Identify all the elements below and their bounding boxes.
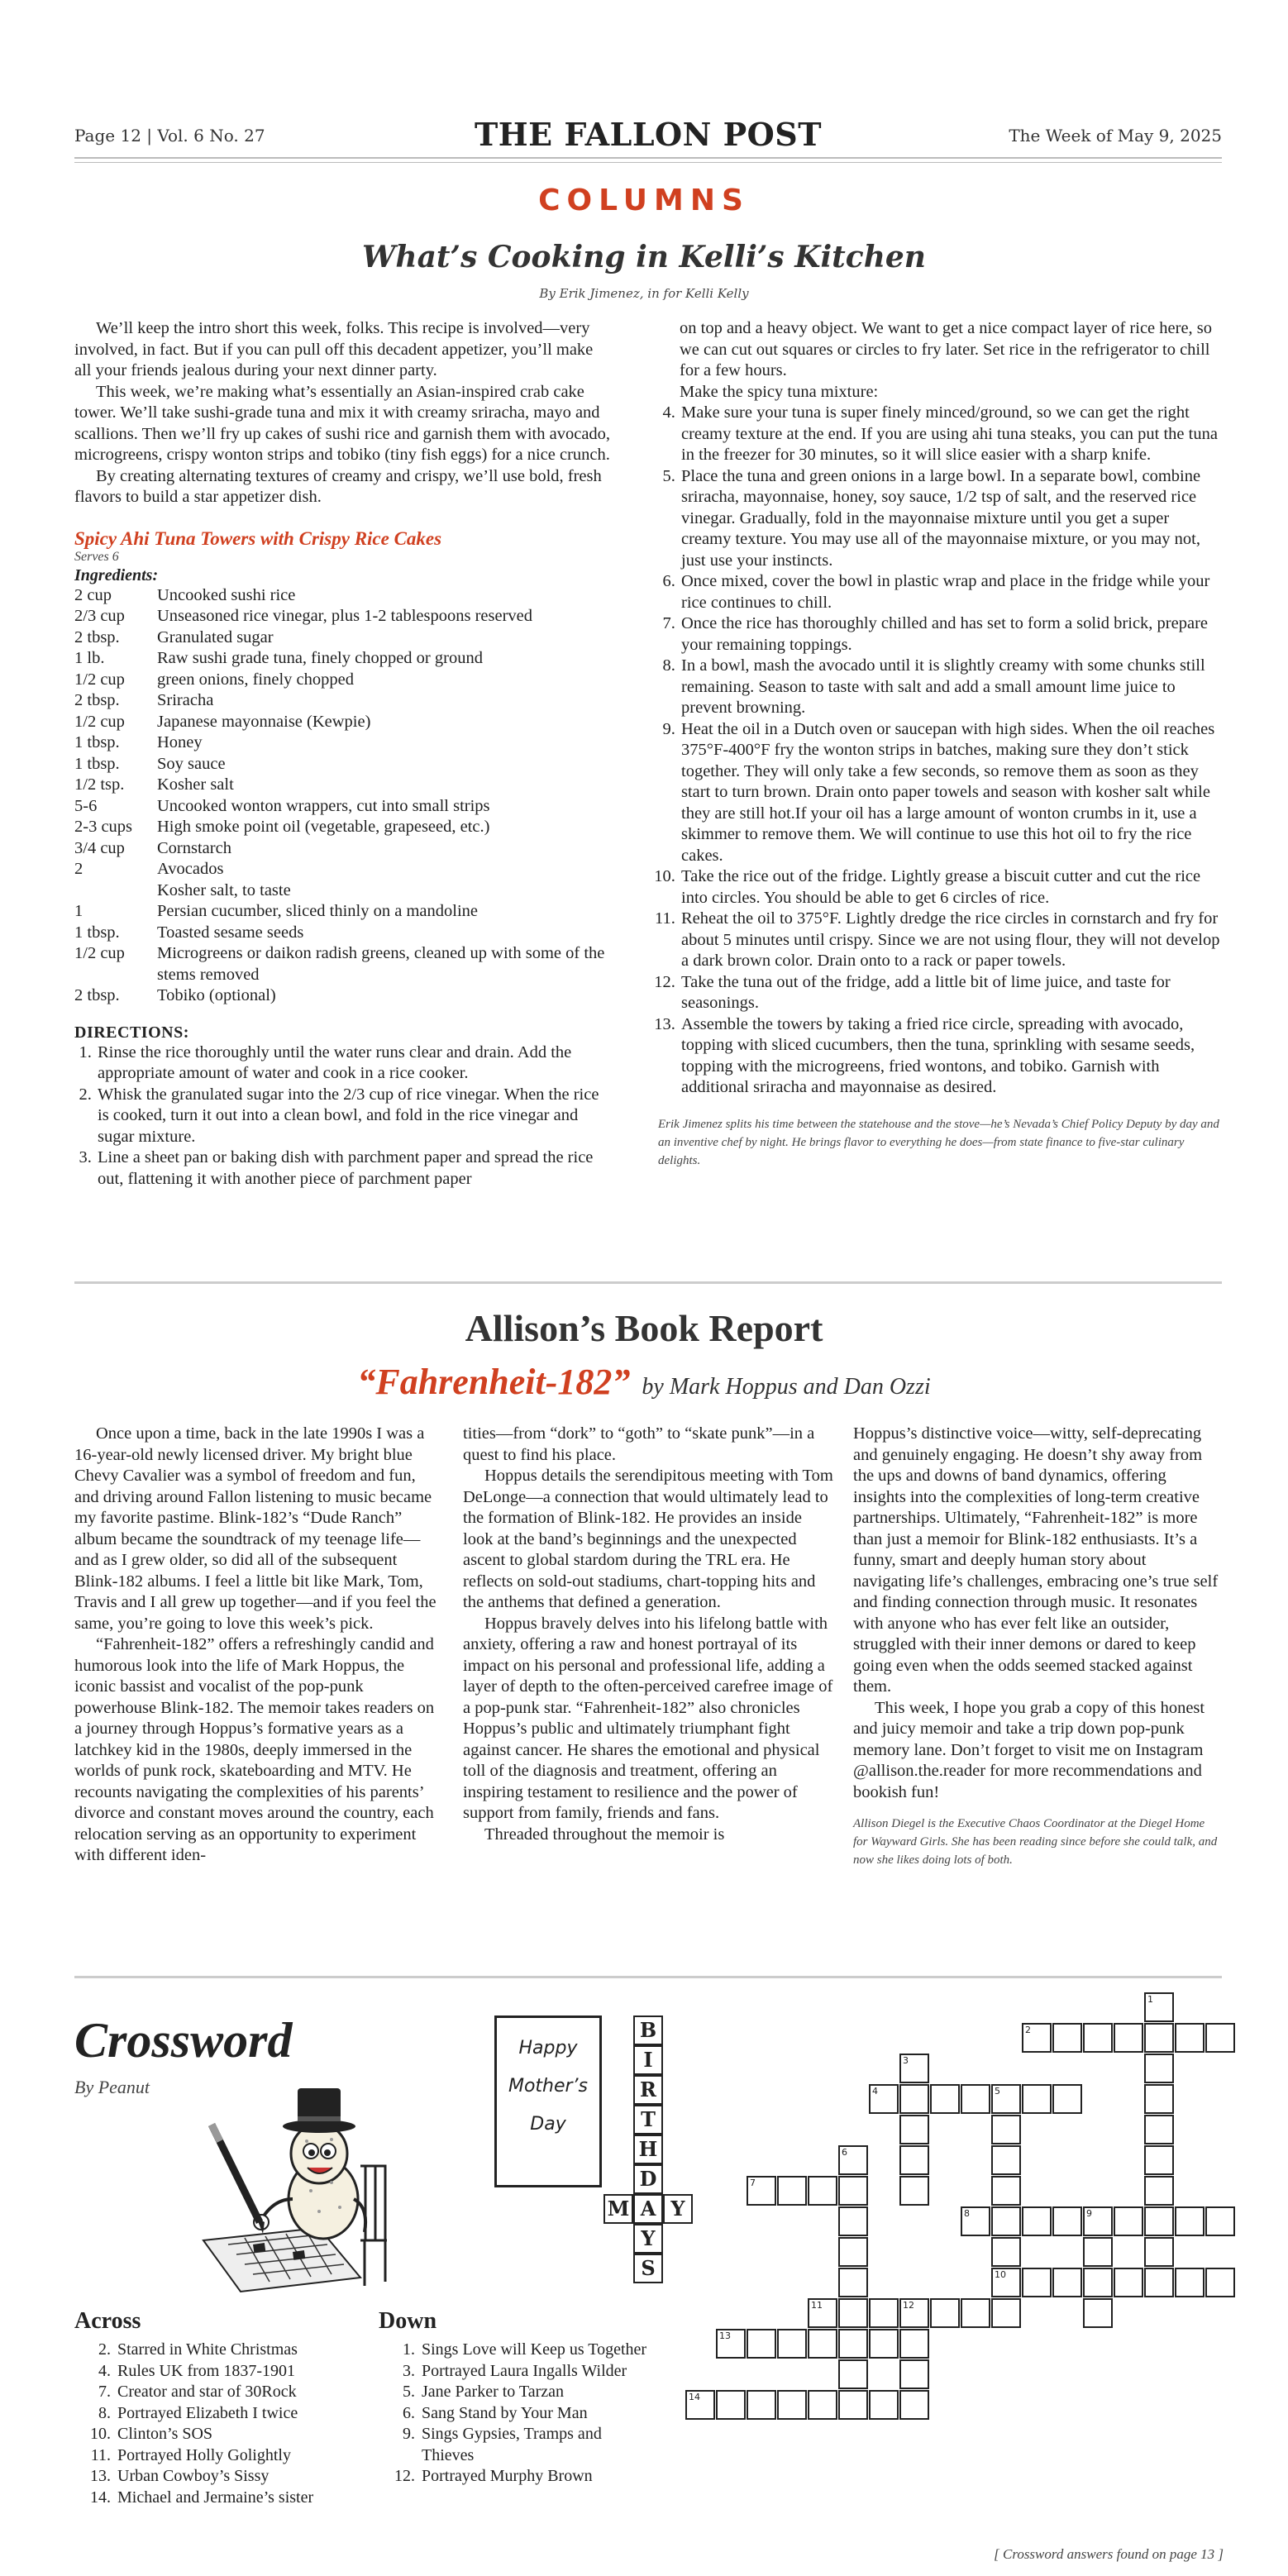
direction-step: 8. In a bowl, mash the avocado until it is slightly creamy with some chunks still remaining. Season to taste with salt and add a small amount lime juice to prevent browning. (680, 656, 1220, 719)
book-paragraph: Hoppus details the serendipitous meeting with Tom DeLonge—a connection that would ultimately lead to the formation of Blink-182. He provides an inside look at the band’s beginnings and the unexpected ascent to global stardom during the TRL era. He reflects on sold-out stadiums, chart-topping hits and the anthems that defined a generation. (463, 1467, 833, 1611)
clue-item: 5. Jane Parker to Tarzan (403, 2383, 565, 2401)
ingredient-row: 1 lb. Raw sushi grade tuna, finely chopped or ground (74, 649, 483, 667)
masthead-rule-thin (74, 162, 1222, 163)
book-name: “Fahrenheit-182” (357, 1362, 631, 1402)
crossword-cell[interactable] (869, 2084, 899, 2114)
direction-step: 13. Assemble the towers by taking a fried rice circle, spreading with avocado, topping with sliced cucumbers, then the tuna, sprinkling with sesame seeds, topping with the microgreens, fried wontons, and tobiko. Garnish with additional sriracha and mayonnaise as desired. (680, 1014, 1220, 1099)
crossword-cell[interactable] (1144, 2084, 1174, 2114)
crossword-cell[interactable] (899, 2176, 929, 2206)
clue-item: 8. Portrayed Elizabeth I twice (98, 2403, 298, 2422)
crossword-cell[interactable] (961, 2206, 990, 2236)
clue-item: 9. Sings Gypsies, Tramps and Thieves (403, 2425, 602, 2464)
ingredients-label: Ingredients: (74, 565, 159, 584)
crossword-cell[interactable] (1052, 2084, 1082, 2114)
crossword-cell[interactable] (1144, 1992, 1174, 2022)
ingredient-row: Kosher salt, to taste (157, 880, 291, 899)
kitchen-left-column (74, 318, 612, 1190)
recipe-serves: Serves 6 (74, 549, 119, 564)
crossword-cell[interactable] (1144, 2268, 1174, 2297)
clue-item: 3. Portrayed Laura Ingalls Wilder (403, 2361, 627, 2380)
paper-title: THE FALLON POST (474, 116, 822, 153)
author-bio: Erik Jimenez splits his time between the statehouse and the stove—he’s Nevada’s Chief Policy Deputy by day and an inventive chef by night. He brings flavor to everything he does—from state finance to five-star culinary delights. (658, 1117, 1219, 1167)
book-paragraph: Threaded throughout the memoir is (484, 1825, 725, 1844)
newspaper-page: Page 12 | Vol. 6 No. 27 THE FALLON POST The Week of May 9, 2025 COLUMNS What’s Cooking in Kelli’s Kitchen By Erik Jimenez, in for Kelli Kelly We’ll keep the intro short this week, folks. This recipe is involved—very involved, in fact. But if you can pull off this decadent appetizer, you’ll make all your friends jealous during your next dinner party. This week, we’re making what’s essentially an Asian-inspired crab cake tower. We’ll take sushi-grade tuna and mix it with creamy sriracha, mayo and scallions. Then we’ll fry up cakes of sushi rice and garnish them with avocado, microgreens, crispy wonton strips and tobiko (tiny fish eggs) for a nice crunch. By creating alternating textures of creamy and crispy, we’ll use bold, fresh flavors to build a star appetizer dish. Spicy Ahi Tuna Towers with Crispy Rice Cakes Serves 6 Ingredients: 2 cup Uncooked sushi rice 2/3 cup Unseasoned rice vinegar, plus 1-2 tablespoons reserved 2 tbsp. Granulated sugar 1 lb. Raw sushi grade tuna, finely chopped or ground 1/2 cup green onions, finely chopped 2 tbsp. Sriracha 1/2 cup Japanese mayonnaise (Kewpie) 1 tbsp. Honey 1 tbsp. Soy sauce 1/2 tsp. Kosher salt 5-6 Uncooked wonton wrappers, cut into small strips 2-3 cups High smoke point oil (vegetable, grapeseed, etc.) 3/4 cup Cornstarch 2 Avocados Kosher salt, to taste 1 Persian cucumber, sliced thinly on a mandoline 1 tbsp. Toasted sesame seeds 1/2 cup Microgreens or daikon radish greens, cleaned up with some of the stems removed 2 tbsp. Tobiko (optional) DIRECTIONS: 1. Rinse the rice thoroughly until the water runs clear and drain. Add the appropriate amount of water and cook in a rice cooker. 2. Whisk the granulated sugar into the 2/3 cup of rice vinegar. When the rice is cooked, turn it out into a clean bowl, and fold in the rice vinegar and sugar mixture. 3. Line a sheet pan or baking dish with parchment paper and spread the rice out, flattening it with another piece of parchment paper on top and a heavy object. We want to get a nice compact layer of rice here, so we can cut out squares or circles to fry later. Set rice in the refrigerator to chill for a few hours. Make the spicy tuna mixture: 4. Make sure your tuna is super finely minced/ground, so we can get the right creamy texture at the end. If you are using ahi tuna steaks, you can put the tuna in the freezer for 30 minutes, so it will slice easier with a sharp knife. 5. Place the tuna and green onions in a large bowl. In a separate bowl, combine sriracha, mayonnaise, honey, soy sauce, 1/2 tsp of salt, and the reserved rice vinegar. Gradually, fold in the mayonnaise mixture until you get a super creamy texture. You may use all of the mayonnaise mixture, or you may not, just use your instincts. 6. Once mixed, cover the bowl in plastic wrap and place in the fridge while your rice continues to chill. 7. Once the rice has thoroughly chilled and has set to form a solid brick, prepare your remaining toppings. 8. In a bowl, mash the avocado until it is slightly creamy with some chunks still remaining. Season to taste with salt and add a small amount lime juice to prevent browning. 9. Heat the oil in a Dutch oven or saucepan with high sides. When the oil reaches 375°F-400°F fry the wonton strips in batches, making sure they don’t stick together. They will only take a few seconds, so remove them as soon as they start to turn brown. Drain onto paper towels and season with kosher salt while they are still hot.If your oil has a large amount of wonton crumbs in it, use a skimmer to remove them. We will continue to use this hot oil to fry the rice cakes. 10. Take the rice out of the fridge. Lightly grease a biscuit cutter and cut the rice into circles. You should be able to get 6 circles of rice. 11. Reheat the oil to 375°F. Lightly dredge the rice circles in cornstarch and fry for about 5 minutes until crispy. Since we are not using flour, they will not develop a dark brown color. Drain onto to a rack or paper towels. 12. Take the tuna out of the fridge, add a little bit of lime juice, and taste for seasonings. 13. Assemble the towers by taking a fried rice circle, spreading with avocado, topping with sliced cucumbers, then the tuna, sprinkling with sesame seeds, topping with the microgreens, fried wontons, and tobiko. Garnish with additional sriracha and mayonnaise as desired. Erik Jimenez splits his time between the statehouse and the stove—he’s Nevada’s Chief Policy Deputy by day and an inventive chef by night. He brings flavor to everything he does—from state finance to five-star culinary delights. Allison’s Book Report “Fahrenheit-182” by Mark Hoppus and Dan Ozzi Once upon a time, back in the late 1990s I was a 16-year-old newly licensed driver. My bright blue Chevy Cavalier was a symbol of freedom and fun, and driving around Fallon listening to music became my favorite pastime. Blink-182’s “Dude Ranch” album became the soundtrack of my teenage life—and as I grew older, so did all of the subsequent Blink-182 albums. I feel a little bit like Mark, Tom, Travis and I all grew up together—and if you feel the same, you’re going to love this week’s pick. “Fahrenheit-182” offers a refreshingly candid and humorous look into the life of Mark Hoppus, the iconic bassist and vocalist of the pop-punk powerhouse Blink-182. The memoir takes readers on a journey through Hoppus’s formative years as a latchkey kid in the 1980s, deeply immersed in the worlds of punk rock, skateboarding and MTV. He recounts navigating the complexities of his parents’ divorce and constant moves around the country, each relocation serving as an opportunity to experiment with different iden- tities—from “dork” to “goth” to “skate punk”—in a quest to find his place. Hoppus details the serendipitous meeting with Tom DeLonge—a connection that would ultimately lead to the formation of Blink-182. He provides an inside look at the band’s beginnings and the unexpected ascent to global stardom during the TRL era. He reflects on sold-out stadiums, chart-topping hits and the anthems that defined a generation. Hoppus bravely delves into his lifelong battle with anxiety, offering a raw and honest portrayal of its impact on his personal and professional life, adding a layer of depth to the often-perceived carefree image of a pop-punk star. “Fahrenheit-182” also chronicles Hoppus’s public and ultimately triumphant fight against cancer. He shares the emotional and physical toll of the diagnosis and treatment, offering an inspiring testament to resilience and the power of support from family, friends and fans. Threaded throughout the memoir is Hoppus’s distinctive voice—witty, self-deprecating and genuinely engaging. He doesn’t shy away from the ups and downs of band dynamics, offering insights into the complexities of long-term creative partnerships. Ultimately, “Fahrenheit-182” is more than just a memoir for Blink-182 enthusiasts. It’s a funny, smart and deeply human story about navigating life’s challenges, embracing one’s true self and finding connection through music. It resonates with anyone who has ever felt like an outsider, struggled with their inner demons or dared to keep going even when the odds seemed stacked against them. This week, I hope you grab a copy of this honest and juicy memoir and take a trip down pop-punk memory lane. Don’t forget to visit me on Instagram @allison.the.reader for more recommendations and bookish fun! Allison Diegel is the Executive Chaos Coordinator at the Diegel Home for Wayward Girls. She has been reading since before she could talk, and now she likes doing lots of both. Crossword By Peanut Happy Mother’s Day B I R T H D A Y S M Y Across 2. Starred in White Christmas 4. Rules UK from 1837-1901 7. Creator and star of 30Rock 8. Portrayed Elizabeth I twice 10. Clinton’s SOS 11. Portrayed Holly Golightly 13. Urban Cowboy’s Sissy 14. Michael and Jermaine’s sister Down 1. Sings Love will Keep us Together 3. Portrayed Laura Ingalls Wilder 5. Jane Parker to Tarzan 6. Sang Stand by Your Man 9. Sings Gypsies, Tramps and Thieves 12. Portrayed Murphy Brown 2 4 5 7 8 9 10 11 12 13 14 1 3 6 [ Crossword answers found on page 13 ] (0, 0, 1288, 2576)
ingredient-row: 2 Avocados (74, 860, 224, 878)
sign-line: Mother’s (508, 2076, 589, 2097)
crossword-cell[interactable] (747, 2176, 776, 2206)
crossword-cell[interactable] (991, 2176, 1021, 2206)
crossword-cell[interactable] (1114, 2023, 1143, 2053)
crossword-cell[interactable] (1022, 2023, 1052, 2053)
clue-item: 1. Sings Love will Keep us Together (403, 2340, 647, 2359)
crossword-cell[interactable] (747, 2390, 776, 2420)
ingredient-row: 1/2 cup Microgreens or daikon radish greens, cleaned up with some of the stems removed (74, 944, 605, 984)
column-byline: By Erik Jimenez, in for Kelli Kelly (539, 286, 749, 301)
book-column-3 (853, 1424, 1222, 1869)
crossword-cell[interactable] (991, 2084, 1021, 2114)
crossword-cell[interactable] (1205, 2206, 1235, 2236)
crossword-cell[interactable] (838, 2390, 868, 2420)
sign-line: Happy (518, 2038, 578, 2058)
top-hat-icon (283, 2088, 355, 2133)
crossword-cell[interactable] (1114, 2206, 1143, 2236)
book-paragraph-cont: Hoppus’s distinctive voice—witty, self-deprecating and genuinely engaging. He doesn’t shy away from the ups and downs of band dynamics, offering insights into the complexities of long-term creative partnerships. Ultimately, “Fahrenheit-182” is more than just a memoir for Blink-182 enthusiasts. It’s a funny, smart and deeply human story about navigating life’s challenges, embracing one’s true self and finding connection through music. It resonates with anyone who has ever felt like an outsider, struggled with their inner demons or dared to keep going even when the odds seemed stacked against them. (853, 1424, 1219, 1696)
clue-item: 12. Portrayed Murphy Brown (394, 2467, 593, 2485)
book-report-title: Allison’s Book Report (465, 1307, 823, 1349)
crossword-cell[interactable] (961, 2298, 990, 2328)
direction-step: 9. Heat the oil in a Dutch oven or saucepan with high sides. When the oil reaches 375°F-400°F fry the wonton strips in batches, making sure they don’t stick together. They will only take a few seconds, so remove them as soon as they start to turn brown. Drain onto paper towels and season with kosher salt while they are still hot.If your oil has a large amount of wonton crumbs in it, use a skimmer to remove them. We will continue to use this hot oil to fry the rice cakes. (680, 719, 1220, 867)
crossword-cell-number: 3 (903, 2055, 909, 2066)
crossword-cell[interactable] (1175, 2268, 1205, 2297)
crossword-cell[interactable] (685, 2390, 715, 2420)
section-divider (74, 1281, 1222, 1284)
direction-step: 12. Take the tuna out of the fridge, add a little bit of lime juice, and taste for seasonings. (680, 972, 1220, 1014)
step3-continued: on top and a heavy object. We want to get a nice compact layer of rice here, so we can cut out squares or circles to fry later. Set rice in the refrigerator to chill for a few hours. (680, 319, 1213, 379)
clue-item: 10. Clinton’s SOS (90, 2425, 213, 2443)
mothers-day-sign (494, 2015, 602, 2187)
book-authors: by Mark Hoppus and Dan Ozzi (642, 1374, 931, 1400)
tuna-note: Make the spicy tuna mixture: (680, 382, 879, 401)
down-label: Down (379, 2308, 437, 2334)
crossword-cell[interactable] (1083, 2298, 1113, 2328)
crossword-cell[interactable] (716, 2390, 746, 2420)
crossword-cell[interactable] (1083, 2268, 1113, 2297)
crossword-cell[interactable] (869, 2298, 899, 2328)
crossword-cell-number: 12 (903, 2300, 914, 2311)
direction-step: 6. Once mixed, cover the bowl in plastic wrap and place in the fridge while your rice continues to chill. (680, 571, 1220, 613)
crossword-cell[interactable] (1083, 2206, 1113, 2236)
crossword-cell[interactable] (838, 2268, 868, 2297)
ingredient-row: 1 Persian cucumber, sliced thinly on a mandoline (74, 902, 479, 920)
crossword-cell[interactable] (808, 2176, 837, 2206)
crossword-cell[interactable] (899, 2115, 929, 2144)
crossword-cell-number: 2 (1025, 2025, 1031, 2035)
crossword-cell[interactable] (1175, 2206, 1205, 2236)
crossword-cell-number: 7 (750, 2178, 756, 2188)
crossword-cell[interactable] (991, 2237, 1021, 2267)
pen-icon (212, 2125, 293, 2234)
book-paragraph: Hoppus bravely delves into his lifelong battle with anxiety, offering a raw and honest portrayal of its impact on his personal and professional life, adding a layer of depth to the often-perceived carefree image of a pop-punk star. “Fahrenheit-182” also chronicles Hoppus’s public and ultimately triumphant fight against cancer. He shares the emotional and physical toll of the diagnosis and treatment, offering an inspiring testament to resilience and the power of support from family, friends and fans. (463, 1614, 833, 1822)
crossword-cell[interactable] (838, 2298, 868, 2328)
crossword-cell-number: 10 (995, 2269, 1006, 2280)
crossword-cell[interactable] (1144, 2176, 1174, 2206)
crossword-cell[interactable] (1022, 2206, 1052, 2236)
crossword-cell-number: 4 (872, 2086, 878, 2097)
recipe-title: Spicy Ahi Tuna Towers with Crispy Rice Cakes (74, 527, 442, 549)
book-author-bio: Allison Diegel is the Executive Chaos Coordinator at the Diegel Home for Wayward Girls. She has been reading since before she could talk, and now she likes doing lots of both. (853, 1817, 1218, 1867)
direction-step: 5. Place the tuna and green onions in a large bowl. In a separate bowl, combine sriracha, mayonnaise, honey, soy sauce, 1/2 tsp of salt, and the reserved rice vinegar. Gradually, fold in the mayonnaise mixture until you get a super creamy texture. You may use all of the mayonnaise mixture, or you may not, just use your instincts. (680, 466, 1220, 572)
crossword-cell[interactable] (747, 2329, 776, 2359)
across-clues (74, 2308, 372, 2508)
ingredient-row: 2 tbsp. Sriracha (74, 691, 214, 709)
crossword-cell[interactable] (808, 2298, 837, 2328)
across-label: Across (74, 2308, 141, 2334)
clue-item: 14. Michael and Jermaine’s sister (90, 2488, 314, 2507)
direction-step: 7. Once the rice has thoroughly chilled and has set to form a solid brick, prepare your remaining toppings. (680, 613, 1220, 656)
ingredient-row: 2 tbsp. Granulated sugar (74, 627, 274, 646)
book-paragraph-cont: tities—from “dork” to “goth” to “skate punk”—in a quest to find his place. (463, 1424, 815, 1464)
intro-paragraph: By creating alternating textures of creamy and crispy, we’ll use bold, fresh flavors to build a star appetizer dish. (74, 466, 602, 506)
section-label: COLUMNS (538, 184, 750, 217)
crossword-cell[interactable] (838, 2176, 868, 2206)
clue-item: 6. Sang Stand by Your Man (403, 2403, 588, 2422)
masthead-rule (74, 157, 1222, 159)
crossword-cell[interactable] (838, 2145, 868, 2175)
direction-step: 1. Rinse the rice thoroughly until the water runs clear and drain. Add the appropriate amount of water and cook in a rice cooker. (96, 1042, 612, 1085)
crossword-cell[interactable] (777, 2390, 807, 2420)
crossword-cell[interactable] (1144, 2115, 1174, 2144)
crossword-cell[interactable] (1114, 2268, 1143, 2297)
book-column-2 (463, 1424, 835, 1845)
direction-step: 3. Line a sheet pan or baking dish with parchment paper and spread the rice out, flattening it with another piece of parchment paper (96, 1147, 612, 1190)
crossword-cell[interactable] (899, 2054, 929, 2083)
peanut-body (289, 2124, 358, 2239)
crossword-cell[interactable] (1144, 2023, 1174, 2053)
crossword-cell[interactable] (930, 2084, 960, 2114)
crossword-cell[interactable] (899, 2359, 929, 2389)
crossword-cell[interactable] (716, 2329, 746, 2359)
crossword-cell-number: 14 (689, 2392, 700, 2402)
crossword-cell[interactable] (838, 2359, 868, 2389)
directions-list (74, 1042, 612, 1190)
crossword-cell[interactable] (930, 2298, 960, 2328)
crossword-footer: [ Crossword answers found on page 13 ] (994, 2546, 1224, 2562)
crossword-cell[interactable] (1052, 2206, 1082, 2236)
crossword-cell-number: 9 (1086, 2208, 1092, 2219)
crossword-cell[interactable] (869, 2329, 899, 2359)
crossword-byline: By Peanut (74, 2077, 150, 2097)
ingredients-table (74, 585, 612, 1007)
crossword-cell[interactable] (991, 2115, 1021, 2144)
kitchen-intro (74, 318, 612, 508)
crossword-cell[interactable] (1022, 2084, 1052, 2114)
direction-step: 10. Take the rice out of the fridge. Lightly grease a biscuit cutter and cut the rice into circles. You should be able to get 6 circles of rice. (680, 866, 1220, 909)
crossword-cell[interactable] (808, 2390, 837, 2420)
crossword-cell-number: 8 (964, 2208, 970, 2219)
crossword-cell[interactable] (1175, 2023, 1205, 2053)
clue-item: 11. Portrayed Holly Golightly (90, 2445, 291, 2464)
clue-item: 7. Creator and star of 30Rock (98, 2383, 297, 2401)
crossword-cell[interactable] (869, 2390, 899, 2420)
ingredient-row: 1 tbsp. Honey (74, 733, 203, 751)
crossword-cell[interactable] (808, 2329, 837, 2359)
crossword-cell[interactable] (1144, 2206, 1174, 2236)
crossword-cell[interactable] (1052, 2268, 1082, 2297)
book-column-1 (74, 1424, 442, 1867)
crossword-cell[interactable] (899, 2390, 929, 2420)
section-divider (74, 1976, 1222, 1978)
clue-item: 13. Urban Cowboy’s Sissy (90, 2467, 270, 2485)
ingredient-row: 1/2 cup green onions, finely chopped (74, 670, 354, 689)
crossword-cell[interactable] (899, 2145, 929, 2175)
ingredient-row: 5-6 Uncooked wonton wrappers, cut into small strips (74, 796, 490, 815)
book-paragraph: “Fahrenheit-182” offers a refreshingly candid and humorous look into the life of Mark Hoppus, the iconic bassist and vocalist of the pop-punk powerhouse Blink-182. The memoir takes readers on a journey through Hoppus’s formative years as a latchkey kid in the 1980s, deeply immersed in the worlds of punk rock, skateboarding and MTV. He recounts navigating the complexities of his parents’ divorce and constant moves around the country, each relocation serving as an opportunity to experiment with different iden- (74, 1635, 435, 1864)
down-clues (379, 2308, 651, 2488)
crossword-cell-number: 13 (719, 2330, 731, 2341)
direction-step: 2. Whisk the granulated sugar into the 2/3 cup of rice vinegar. When the rice is cooked, turn it out into a clean bowl, and fold in the rice vinegar and sugar mixture. (96, 1085, 612, 1148)
crossword-cell[interactable] (1205, 2023, 1235, 2053)
crossword-cell[interactable] (991, 2206, 1021, 2236)
book-paragraph: This week, I hope you grab a copy of this honest and juicy memoir and take a trip down pop-punk memory lane. Don’t forget to visit me on Instagram @allison.the.reader for more recommendations and bookish fun! (853, 1698, 1205, 1801)
crossword-cell[interactable] (991, 2145, 1021, 2175)
column-title: What’s Cooking in Kelli’s Kitchen (362, 240, 926, 274)
crossword-cell[interactable] (899, 2298, 929, 2328)
crossword-title: Crossword (74, 2013, 293, 2068)
kitchen-right-column (658, 318, 1220, 1170)
intro-paragraph: This week, we’re making what’s essentially an Asian-inspired crab cake tower. We’ll take sushi-grade tuna and mix it with creamy sriracha, mayo and scallions. Then we’ll fry up cakes of sushi rice and garnish them with avocado, microgreens, crispy wonton strips and tobiko (tiny fish eggs) for a nice crunch. (74, 382, 611, 464)
ingredient-row: 1/2 cup Japanese mayonnaise (Kewpie) (74, 712, 371, 731)
masthead (74, 116, 1222, 152)
clue-item: 4. Rules UK from 1837-1901 (98, 2361, 295, 2380)
ingredient-row: 3/4 cup Cornstarch (74, 838, 231, 857)
ingredient-row: 1/2 tsp. Kosher salt (74, 775, 234, 794)
page-info: Page 12 | Vol. 6 No. 27 (74, 126, 265, 145)
book-paragraph: Once upon a time, back in the late 1990s I was a 16-year-old newly licensed driver. My bright blue Chevy Cavalier was a symbol of freedom and fun, and driving around Fallon listening to music became my favorite pastime. Blink-182’s “Dude Ranch” album became the soundtrack of my teenage life—and as I grew older, so did all of the subsequent Blink-182 albums. I feel a little bit like Mark, Tom, Travis and I all grew up together—and if you feel the same, you’re going to love this week’s pick. (74, 1424, 436, 1633)
crossword-cell[interactable] (777, 2176, 807, 2206)
ingredient-row: 2 tbsp. Tobiko (optional) (74, 986, 276, 1004)
crossword-cell[interactable] (1144, 2145, 1174, 2175)
direction-step: 11. Reheat the oil to 375°F. Lightly dredge the rice circles in cornstarch and fry for about 5 minutes until crispy. Since we are not using flour, they will not develop a dark brown color. Drain onto to a rack or paper towels. (680, 909, 1220, 972)
newspaper-icon (203, 2228, 360, 2292)
crossword-cell[interactable] (899, 2329, 929, 2359)
crossword-cell-number: 11 (811, 2300, 823, 2311)
clue-item: 2. Starred in White Christmas (98, 2340, 298, 2359)
crossword-cell[interactable] (838, 2329, 868, 2359)
crossword-grid (686, 1992, 1232, 2521)
crossword-cell[interactable] (1083, 2237, 1113, 2267)
crossword-cell[interactable] (1205, 2268, 1235, 2297)
crossword-cell[interactable] (1083, 2023, 1113, 2053)
crossword-cell[interactable] (1144, 2054, 1174, 2083)
crossword-cell[interactable] (991, 2268, 1021, 2297)
book-subtitle (0, 1361, 1288, 1403)
directions-label: DIRECTIONS: (74, 1023, 189, 1042)
crossword-cell[interactable] (1052, 2023, 1082, 2053)
ingredient-row: 2 cup Uncooked sushi rice (74, 585, 296, 604)
ingredient-row: 1 tbsp. Toasted sesame seeds (74, 923, 304, 942)
crossword-cell[interactable] (838, 2206, 868, 2236)
crossword-cell[interactable] (961, 2084, 990, 2114)
sign-line: Day (530, 2114, 566, 2135)
peanut-mascot-illustration (195, 2075, 412, 2298)
crossword-cell[interactable] (838, 2237, 868, 2267)
crossword-cell-number: 5 (995, 2086, 1000, 2097)
direction-step: 4. Make sure your tuna is super finely minced/ground, so we can get the right creamy texture at the end. If you are using ahi tuna steaks, you can put the tuna in the freezer for 30 minutes, so it will slice easier with a sharp knife. (680, 403, 1220, 466)
crossword-cell[interactable] (1144, 2237, 1174, 2267)
crossword-cell[interactable] (777, 2329, 807, 2359)
ingredient-row: 2-3 cups High smoke point oil (vegetable, grapeseed, etc.) (74, 818, 490, 836)
crossword-cell[interactable] (899, 2084, 929, 2114)
crossword-cell[interactable] (991, 2298, 1021, 2328)
directions-list-cont (658, 403, 1220, 1099)
ingredient-row: 2/3 cup Unseasoned rice vinegar, plus 1-2 tablespoons reserved (74, 607, 533, 625)
crossword-cell-number: 6 (842, 2147, 847, 2158)
crossword-cell[interactable] (1022, 2268, 1052, 2297)
intro-paragraph: We’ll keep the intro short this week, folks. This recipe is involved—very involved, in fact. But if you can pull off this decadent appetizer, you’ll make all your friends jealous during your next dinner party. (74, 319, 594, 379)
crossword-cell-number: 1 (1147, 1994, 1153, 2005)
ingredient-row: 1 tbsp. Soy sauce (74, 754, 226, 773)
issue-date: The Week of May 9, 2025 (1009, 126, 1222, 145)
